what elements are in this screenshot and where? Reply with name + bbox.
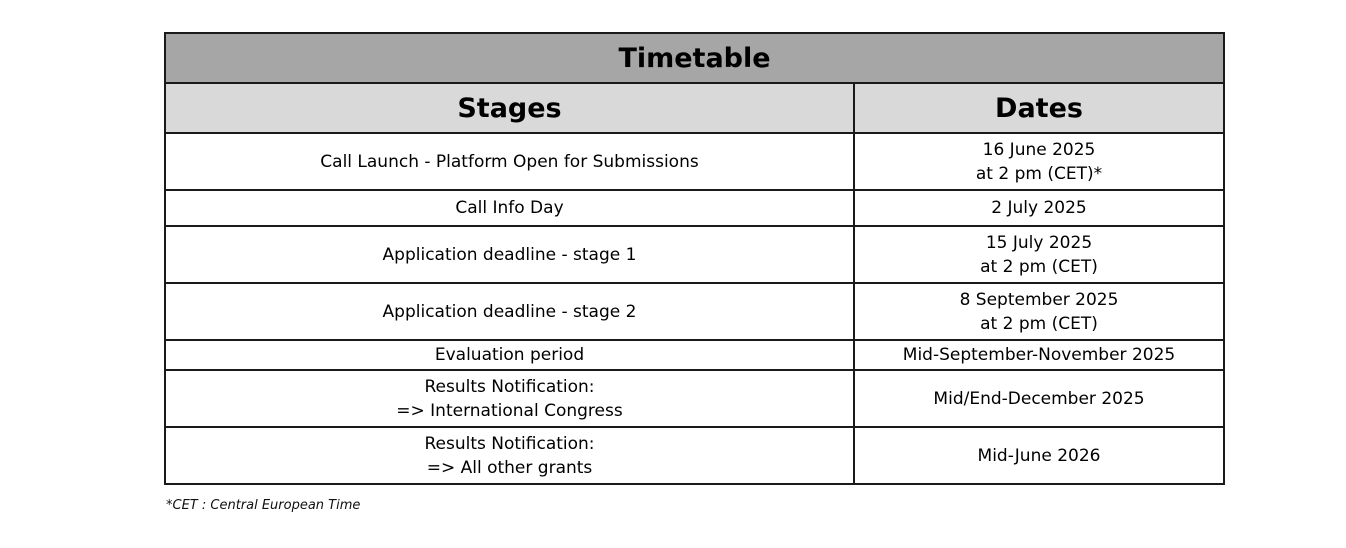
table-row xyxy=(165,226,1224,283)
stage-cell xyxy=(165,190,854,226)
timetable xyxy=(164,32,1225,485)
stage-text: Application deadline - stage 2 xyxy=(382,301,637,322)
date-time-text: at 2 pm (CET)* xyxy=(975,163,1103,184)
table-title: Timetable xyxy=(165,33,1224,83)
stage-cell xyxy=(165,226,854,283)
stage-text: Call Info Day xyxy=(455,198,564,218)
date-cell xyxy=(854,226,1224,283)
date-text: Mid-September-November 2025 xyxy=(902,345,1176,365)
table-row xyxy=(165,370,1224,427)
date-text: 15 July 2025 xyxy=(985,232,1093,253)
date-text: Mid/End-December 2025 xyxy=(933,388,1145,409)
footnote: *CET : Central European Time xyxy=(166,498,361,513)
date-cell xyxy=(854,190,1224,226)
date-time-text: at 2 pm (CET) xyxy=(980,313,1098,334)
date-cell xyxy=(854,427,1224,484)
table-row xyxy=(165,427,1224,484)
header-dates: Dates xyxy=(854,83,1224,133)
header-stages: Stages xyxy=(165,83,854,133)
date-cell xyxy=(854,283,1224,340)
stage-text: Evaluation period xyxy=(434,345,585,365)
stage-subtext: => All other grants xyxy=(426,457,593,478)
date-cell xyxy=(854,133,1224,190)
date-text: 2 July 2025 xyxy=(991,198,1087,218)
stage-cell xyxy=(165,340,854,370)
stage-text: Call Launch - Platform Open for Submissions xyxy=(320,151,699,172)
stage-cell xyxy=(165,283,854,340)
stage-cell xyxy=(165,133,854,190)
header-row xyxy=(165,83,1224,133)
table-row xyxy=(165,190,1224,226)
date-cell xyxy=(854,370,1224,427)
title-row xyxy=(165,33,1224,83)
stage-text: Results Notification: xyxy=(424,376,595,397)
table-row xyxy=(165,133,1224,190)
stage-cell xyxy=(165,370,854,427)
stage-cell xyxy=(165,427,854,484)
table-row xyxy=(165,340,1224,370)
table-row xyxy=(165,283,1224,340)
date-text: 16 June 2025 xyxy=(982,139,1096,160)
stage-subtext: => International Congress xyxy=(396,400,623,421)
date-cell xyxy=(854,340,1224,370)
date-text: 8 September 2025 xyxy=(959,289,1119,310)
stage-text: Application deadline - stage 1 xyxy=(382,244,637,265)
date-time-text: at 2 pm (CET) xyxy=(980,256,1098,277)
stage-text: Results Notification: xyxy=(424,433,595,454)
date-text: Mid-June 2026 xyxy=(977,445,1101,466)
